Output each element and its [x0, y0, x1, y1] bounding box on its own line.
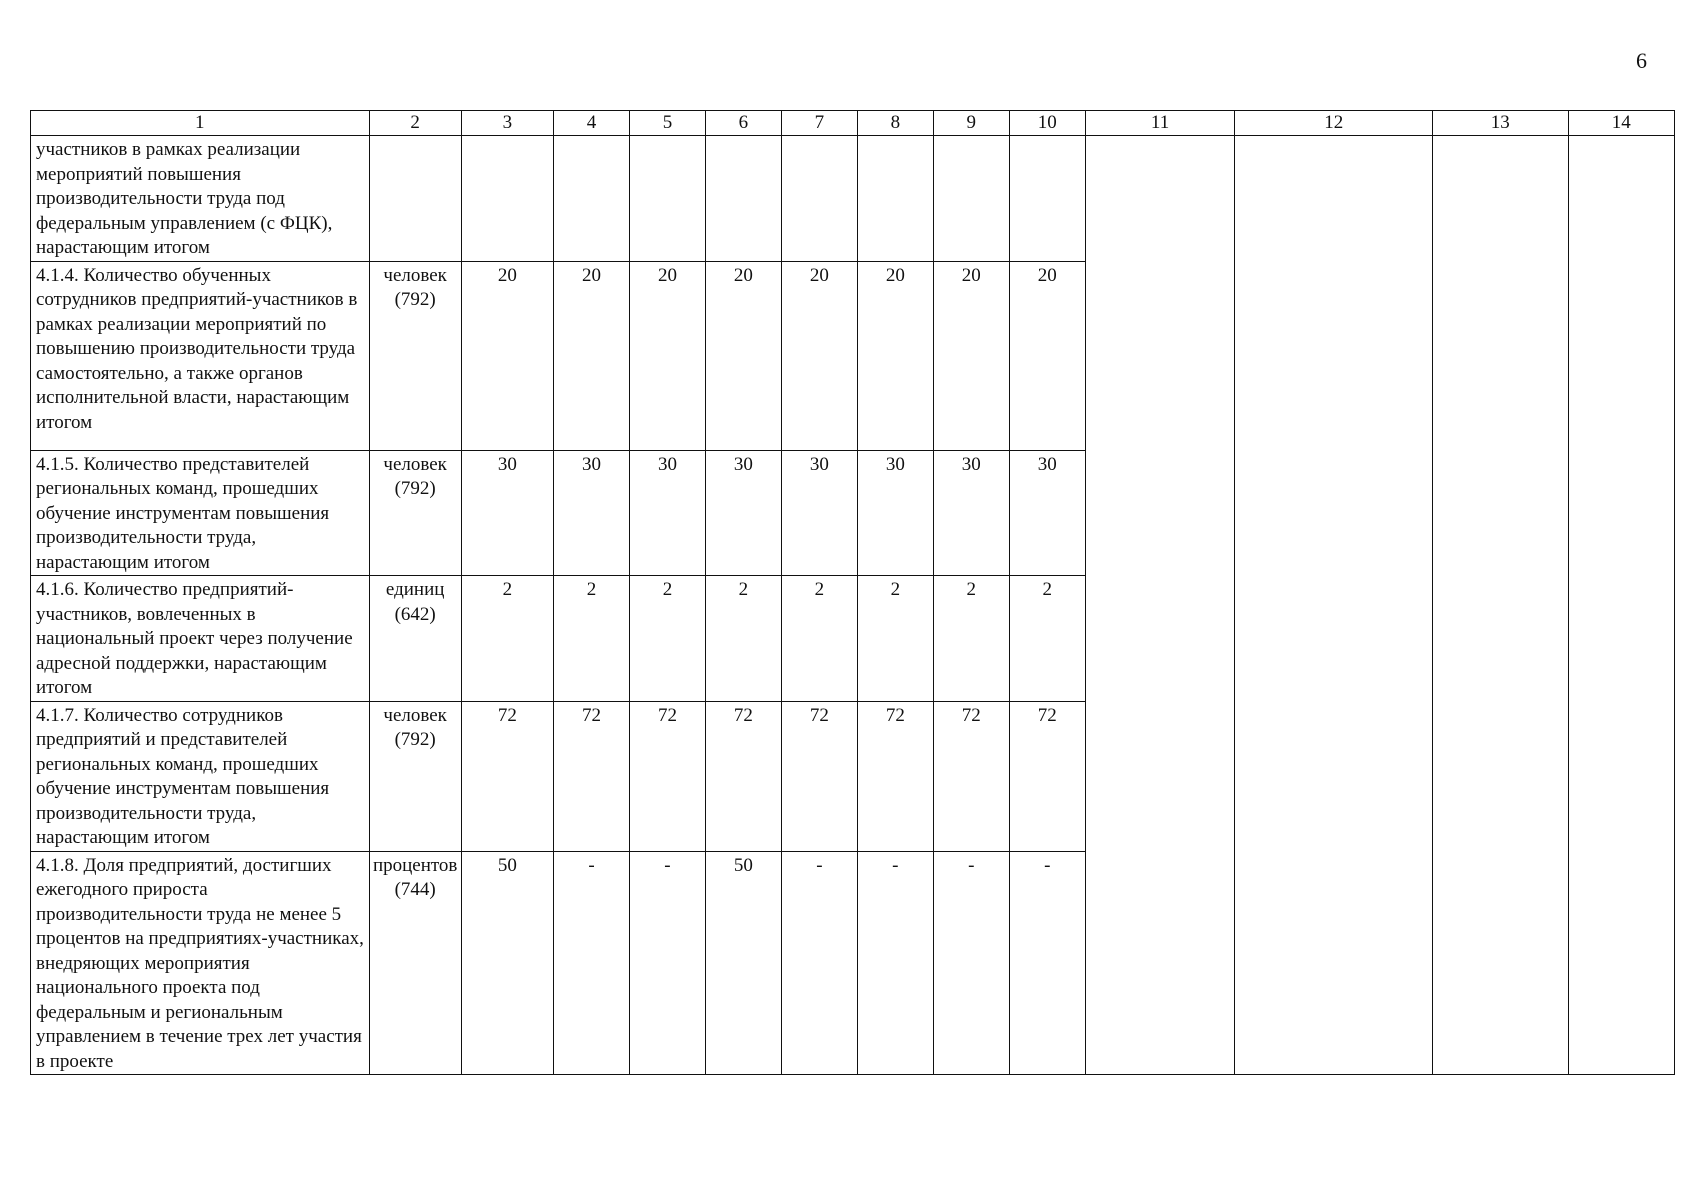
value-cell: 20 — [705, 261, 781, 450]
value-cell: 2 — [781, 576, 857, 702]
value-cell: 30 — [705, 450, 781, 576]
indicator-name-cell: участников в рамках реализации мероприятий повышения производительности труда под федеральным управлением (с ФЦК), нарастающим итогом — [31, 136, 370, 262]
column-number: 5 — [629, 111, 705, 136]
column-number: 10 — [1009, 111, 1085, 136]
value-cell: 2 — [1009, 576, 1085, 702]
value-cell: 2 — [554, 576, 630, 702]
empty-column-cell — [1432, 136, 1568, 1075]
column-number: 1 — [31, 111, 370, 136]
value-cell: 72 — [629, 701, 705, 851]
value-cell: - — [857, 851, 933, 1075]
column-number: 8 — [857, 111, 933, 136]
column-number-row — [31, 111, 1675, 136]
empty-column-cell — [1235, 136, 1432, 1075]
value-cell: 20 — [781, 261, 857, 450]
unit-cell: человек (792) — [369, 450, 461, 576]
column-number: 14 — [1568, 111, 1674, 136]
value-cell — [554, 136, 630, 262]
value-cell — [705, 136, 781, 262]
value-cell: 20 — [554, 261, 630, 450]
value-cell: 20 — [461, 261, 553, 450]
value-cell: 2 — [629, 576, 705, 702]
value-cell: 30 — [1009, 450, 1085, 576]
indicator-name-cell: 4.1.8. Доля предприятий, достигших ежегодного прироста производительности труда не менее 5 процентов на предприятиях-участниках, внедряющих мероприятия национального проекта под федеральным и региональным управлением в течение трех лет участия в проекте — [31, 851, 370, 1075]
unit-cell: процентов (744) — [369, 851, 461, 1075]
value-cell: 72 — [1009, 701, 1085, 851]
value-cell: 2 — [933, 576, 1009, 702]
column-number: 13 — [1432, 111, 1568, 136]
value-cell: 72 — [933, 701, 1009, 851]
value-cell: 30 — [781, 450, 857, 576]
indicator-name-cell: 4.1.7. Количество сотрудников предприятий и представителей региональных команд, прошедших обучение инструментам повышения производительности труда, нарастающим итогом — [31, 701, 370, 851]
column-number: 7 — [781, 111, 857, 136]
indicator-name-cell: 4.1.5. Количество представителей региональных команд, прошедших обучение инструментам повышения производительности труда, нарастающим итогом — [31, 450, 370, 576]
value-cell: 72 — [781, 701, 857, 851]
unit-cell: человек (792) — [369, 701, 461, 851]
value-cell: 20 — [629, 261, 705, 450]
value-cell: - — [1009, 851, 1085, 1075]
column-number: 3 — [461, 111, 553, 136]
value-cell: 20 — [1009, 261, 1085, 450]
value-cell: - — [781, 851, 857, 1075]
value-cell: 30 — [857, 450, 933, 576]
empty-column-cell — [1568, 136, 1674, 1075]
value-cell: 20 — [857, 261, 933, 450]
value-cell: - — [554, 851, 630, 1075]
value-cell: 50 — [705, 851, 781, 1075]
column-number: 9 — [933, 111, 1009, 136]
value-cell: 2 — [461, 576, 553, 702]
column-number: 2 — [369, 111, 461, 136]
value-cell — [629, 136, 705, 262]
value-cell: 30 — [629, 450, 705, 576]
empty-column-cell — [1085, 136, 1235, 1075]
value-cell: 72 — [554, 701, 630, 851]
unit-cell: единиц (642) — [369, 576, 461, 702]
column-number: 12 — [1235, 111, 1432, 136]
value-cell: 72 — [461, 701, 553, 851]
value-cell — [933, 136, 1009, 262]
value-cell: 72 — [705, 701, 781, 851]
value-cell: 2 — [705, 576, 781, 702]
indicator-name-cell: 4.1.6. Количество предприятий-участников, вовлеченных в национальный проект через получение адресной поддержки, нарастающим итогом — [31, 576, 370, 702]
page-number: 6 — [1636, 48, 1647, 73]
value-cell — [461, 136, 553, 262]
value-cell: 30 — [461, 450, 553, 576]
value-cell: 20 — [933, 261, 1009, 450]
value-cell: - — [629, 851, 705, 1075]
column-number: 6 — [705, 111, 781, 136]
value-cell: 50 — [461, 851, 553, 1075]
value-cell: 30 — [933, 450, 1009, 576]
unit-cell — [369, 136, 461, 262]
indicators-table — [30, 110, 1675, 1075]
indicator-name-cell: 4.1.4. Количество обученных сотрудников предприятий-участников в рамках реализации мероприятий по повышению производительности труда самостоятельно, а также органов исполнительной власти, нарастающим итогом — [31, 261, 370, 450]
table-row — [31, 136, 1675, 262]
column-number: 4 — [554, 111, 630, 136]
value-cell: 72 — [857, 701, 933, 851]
value-cell — [1009, 136, 1085, 262]
value-cell: 30 — [554, 450, 630, 576]
value-cell: - — [933, 851, 1009, 1075]
value-cell: 2 — [857, 576, 933, 702]
value-cell — [781, 136, 857, 262]
column-number: 11 — [1085, 111, 1235, 136]
unit-cell: человек (792) — [369, 261, 461, 450]
value-cell — [857, 136, 933, 262]
